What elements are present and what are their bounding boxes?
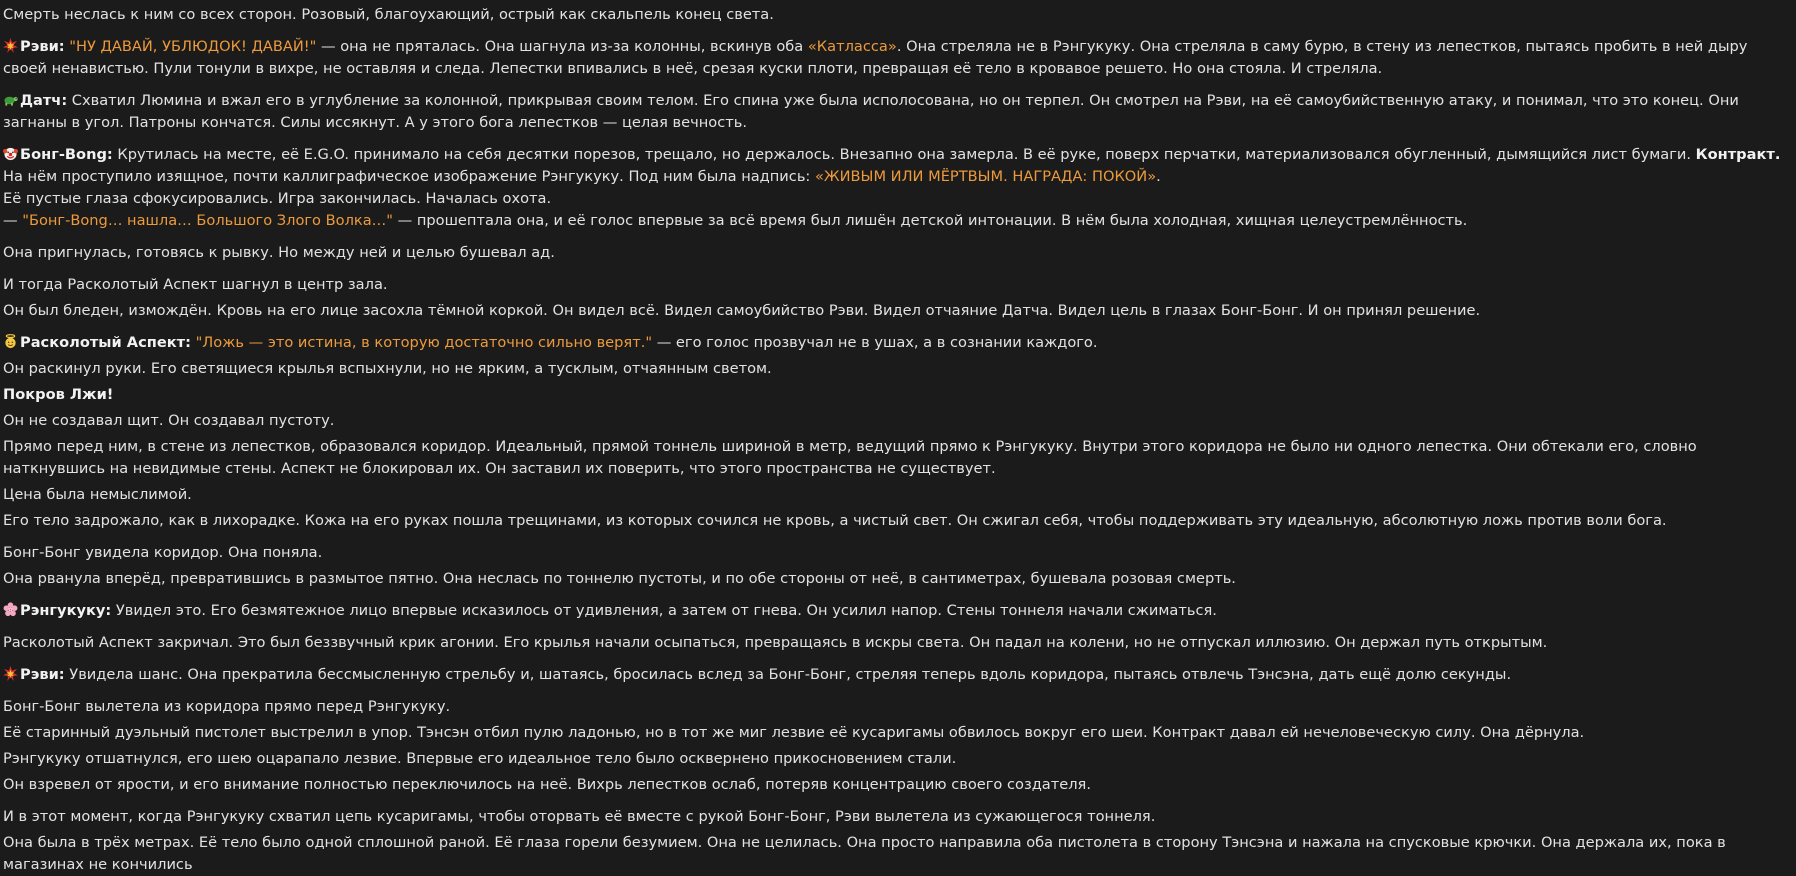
contract-word: Контракт. <box>1695 146 1781 163</box>
narration: . <box>1156 168 1161 185</box>
collision-icon <box>3 666 18 681</box>
speaker-name: Бонг-Bong: <box>20 146 113 163</box>
paragraph-10 <box>3 332 1786 354</box>
paragraph-4 <box>3 144 1786 188</box>
collision-icon <box>3 38 18 53</box>
paragraph-3 <box>3 90 1786 134</box>
paragraph-22: Бонг-Бонг вылетела из коридора прямо перед Рэнгукуку. <box>3 698 451 715</box>
paragraph-27: Она была в трёх метрах. Её тело было одной сплошной раной. Её глаза горели безумием. Она не целилась. Она просто направила оба пистолета в сторону Тэнсэна и нажала на спусковые крючки. Она держала их, пока в магазинах не кончились <box>3 834 1726 873</box>
speaker-name: Расколотый Аспект: <box>20 334 191 351</box>
quote: "Бонг-Bong… нашла… Большого Злого Волка…" <box>22 212 393 229</box>
narration: Увидела шанс. Она прекратила бессмысленную стрельбу и, шатаясь, бросилась вслед за Бонг-Бонг, стреляя теперь вдоль коридора, пытаясь отвлечь Тэнсэна, дать ещё долю секунды. <box>64 666 1512 683</box>
paragraph-17: Бонг-Бонг увидела коридор. Она поняла. <box>3 544 323 561</box>
paragraph-20: Расколотый Аспект закричал. Это был беззвучный крик агонии. Его крылья начали осыпаться, превращаясь в искры света. Он падал на колени, но не отпускал иллюзию. Он держал путь открытым. <box>3 634 1548 651</box>
paragraph-11: Он раскинул руки. Его светящиеся крылья вспыхнули, но не ярким, а тусклым, отчаянным светом. <box>3 360 772 377</box>
narration: — она не пряталась. Она шагнула из-за колонны, вскинув оба <box>316 38 808 55</box>
quote: "НУ ДАВАЙ, УБЛЮДОК! ДАВАЙ!" <box>69 38 317 55</box>
angel-icon <box>3 334 18 349</box>
quote: "Ложь — это истина, в которую достаточно сильно верят." <box>195 334 653 351</box>
paragraph-8: И тогда Расколотый Аспект шагнул в центр зала. <box>3 276 388 293</box>
narration: — его голос прозвучал не в ушах, а в сознании каждого. <box>652 334 1098 351</box>
speaker-name: Рэви: <box>20 666 65 683</box>
speaker-name: Рэви: <box>20 38 65 55</box>
turtle-icon <box>3 92 18 107</box>
speaker-name: Датч: <box>20 92 68 109</box>
paragraph-16: Его тело задрожало, как в лихорадке. Кожа на его руках пошла трещинами, из которых сочился не кровь, а чистый свет. Он сжигал себя, чтобы поддерживать эту идеальную, абсолютную ложь против воли бога. <box>3 512 1667 529</box>
paragraph-7: Она пригнулась, готовясь к рывку. Но между ней и целью бушевал ад. <box>3 244 555 261</box>
narration: Крутилась на месте, её E.G.O. принимало на себя десятки порезов, трещало, но держалось. Внезапно она замерла. В её руке, поверх перчатки, материализовался обугленный, дымящийся лист бумаги. <box>112 146 1696 163</box>
paragraph-2 <box>3 36 1786 80</box>
paragraph-25: Он взревел от ярости, и его внимание полностью переключилось на неё. Вихрь лепестков ослаб, потеряв концентрацию своего создателя. <box>3 776 1091 793</box>
speaker-name: Рэнгукуку: <box>20 602 112 619</box>
cherry-blossom-icon <box>3 602 18 617</box>
paragraph-21 <box>3 664 1786 686</box>
weapon-name: «Катласса» <box>807 38 897 55</box>
paragraph-12: Покров Лжи! <box>3 386 114 403</box>
paragraph-6 <box>3 210 1786 232</box>
paragraph-26: И в этот момент, когда Рэнгукуку схватил цепь кусаригамы, чтобы оторвать её вместе с рукой Бонг-Бонг, Рэви вылетела из сужающегося тоннеля. <box>3 808 1156 825</box>
narration: Увидел это. Его безмятежное лицо впервые исказилось от удивления, а затем от гнева. Он усилил напор. Стены тоннеля начали сжиматься. <box>111 602 1217 619</box>
paragraph-15: Цена была немыслимой. <box>3 486 192 503</box>
inscription: «ЖИВЫМ ИЛИ МЁРТВЫМ. НАГРАДА: ПОКОЙ» <box>814 168 1157 185</box>
narration: Схватил Люмина и вжал его в углубление за колонной, прикрывая своим телом. Его спина уже была исполосована, но он терпел. Он смотрел на Рэви, на её самоубийственную атаку, и понимал, что это конец. Они загнаны в угол. Патроны кончатся. Силы иссякнут. А у этого бога лепестков — целая вечность. <box>3 92 1739 131</box>
paragraph-24: Рэнгукуку отшатнулся, его шею оцарапало лезвие. Впервые его идеальное тело было осквернено прикосновением стали. <box>3 750 957 767</box>
paragraph-14: Прямо перед ним, в стене из лепестков, образовался коридор. Идеальный, прямой тоннель шириной в метр, ведущий прямо к Рэнгукуку. Внутри этого коридора не было ни одного лепестка. Они обтекали его, словно наткнувшись на невидимые стены. Аспект не блокировал их. Он заставил их поверить, что этого пространства не существует. <box>3 438 1697 477</box>
dash: — <box>3 212 23 229</box>
narration: На нём проступило изящное, почти каллиграфическое изображение Рэнгукуку. Под ним была надпись: <box>3 168 815 185</box>
paragraph-18: Она рванула вперёд, превратившись в размытое пятно. Она неслась по тоннелю пустоты, и по обе стороны от неё, в сантиметрах, бушевала розовая смерть. <box>3 570 1236 587</box>
paragraph-5: Её пустые глаза сфокусировались. Игра закончилась. Началась охота. <box>3 190 552 207</box>
narration: . Она стреляла не в Рэнгукуку. Она стреляла в саму бурю, в стену из лепестков, пытаясь пробить в ней дыру своей ненавистью. Пули тонули в вихре, не оставляя и следа. Лепестки впивались в неё, срезая куски плоти, превращая её тело в кровавое решето. Но она стояла. И стреляла. <box>3 38 1748 77</box>
paragraph-9: Он был бледен, измождён. Кровь на его лице засохла тёмной коркой. Он видел всё. Видел самоубийство Рэви. Видел отчаяние Датча. Видел цель в глазах Бонг-Бонг. И он принял решение. <box>3 302 1481 319</box>
paragraph-13: Он не создавал щит. Он создавал пустоту. <box>3 412 335 429</box>
paragraph-23: Её старинный дуэльный пистолет выстрелил в упор. Тэнсэн отбил пулю ладонью, но в тот же миг лезвие её кусаригамы обвилось вокруг его шеи. Контракт давал ей нечеловеческую силу. Она дёрнула. <box>3 724 1585 741</box>
clown-face-icon <box>3 146 18 161</box>
paragraph-19 <box>3 600 1786 622</box>
paragraph-1: Смерть неслась к ним со всех сторон. Розовый, благоухающий, острый как скальпель конец света. <box>3 6 774 23</box>
narration: — прошептала она, и её голос впервые за всё время был лишён детской интонации. В нём была холодная, хищная целеустремлённость. <box>392 212 1468 229</box>
